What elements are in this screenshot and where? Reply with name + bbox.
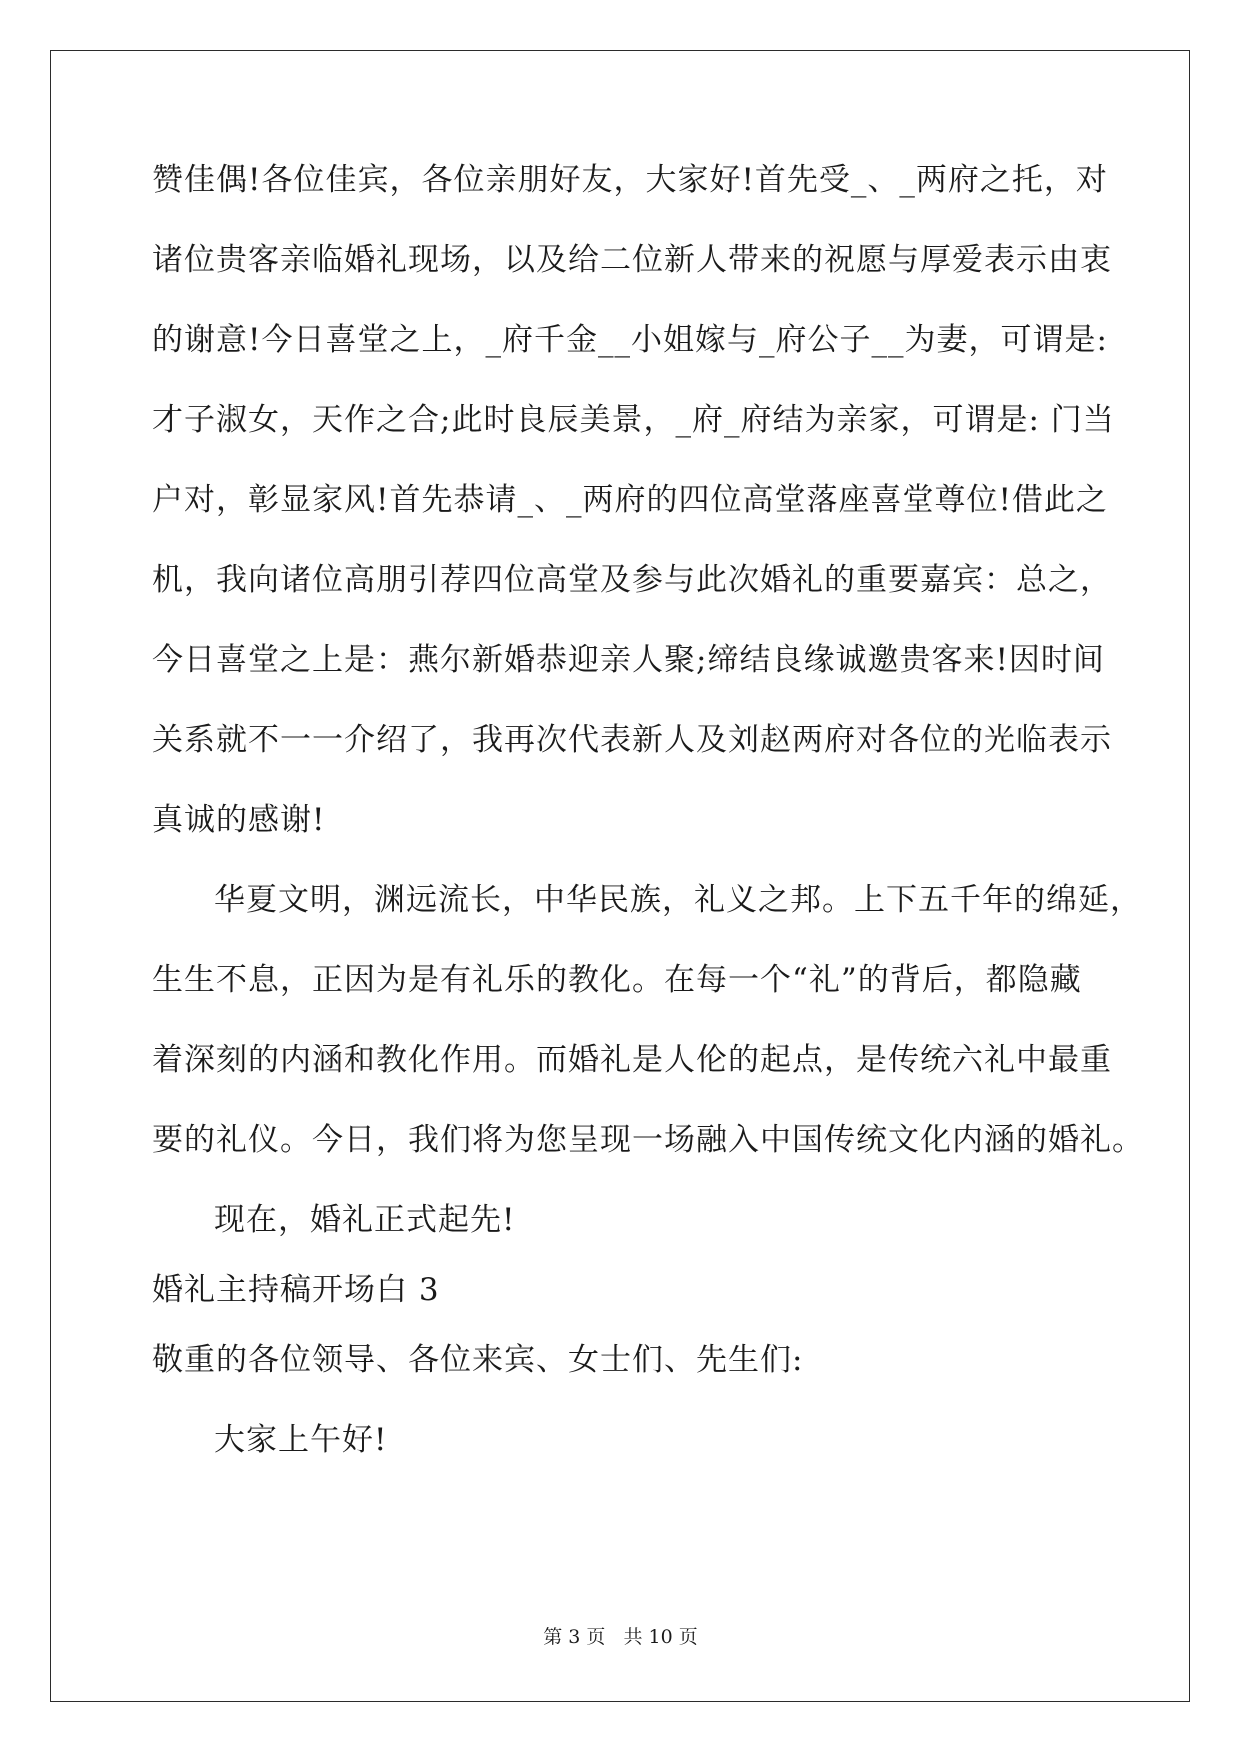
paragraph-line: 的谢意!今日喜堂之上，_府千金__小姐嫁与_府公子__为妻，可谓是: xyxy=(152,322,1108,358)
page-number: 第 3 页 xyxy=(543,1626,606,1648)
document-body xyxy=(152,160,1144,1500)
paragraph-line: 机，我向诸位高朋引荐四位高堂及参与此次婚礼的重要嘉宾：总之， xyxy=(152,562,1112,598)
paragraph-line: 关系就不一一介绍了，我再次代表新人及刘赵两府对各位的光临表示 xyxy=(152,722,1112,758)
page-total: 共 10 页 xyxy=(623,1626,698,1648)
paragraph-line: 现在，婚礼正式起先! xyxy=(214,1202,516,1238)
paragraph-line: 要的礼仪。今日，我们将为您呈现一场融入中国传统文化内涵的婚礼。 xyxy=(152,1122,1144,1158)
greeting-line: 大家上午好! xyxy=(214,1422,388,1458)
paragraph-line: 华夏文明，渊远流长，中华民族，礼义之邦。上下五千年的绵延， xyxy=(214,882,1142,918)
paragraph-line: 真诚的感谢! xyxy=(152,802,326,838)
paragraph-line: 诸位贵客亲临婚礼现场，以及给二位新人带来的祝愿与厚爱表示由衷 xyxy=(152,242,1112,278)
section-heading: 婚礼主持稿开场白 3 xyxy=(152,1272,440,1308)
page-footer xyxy=(0,1622,1241,1649)
paragraph-line: 赞佳偶!各位佳宾，各位亲朋好友，大家好!首先受_、_两府之托，对 xyxy=(152,162,1108,198)
paragraph-line: 今日喜堂之上是：燕尔新婚恭迎亲人聚;缔结良缘诚邀贵客来!因时间 xyxy=(152,642,1105,678)
salutation-line: 敬重的各位领导、各位来宾、女士们、先生们: xyxy=(152,1342,804,1378)
paragraph-line: 才子淑女，天作之合;此时良辰美景，_府_府结为亲家，可谓是: 门当 xyxy=(152,402,1115,438)
paragraph-line: 着深刻的内涵和教化作用。而婚礼是人伦的起点，是传统六礼中最重 xyxy=(152,1042,1112,1078)
paragraph-line: 生生不息，正因为是有礼乐的教化。在每一个“礼”的背后，都隐藏 xyxy=(152,962,1082,998)
paragraph-line: 户对，彰显家风!首先恭请_、_两府的四位高堂落座喜堂尊位!借此之 xyxy=(152,482,1108,518)
